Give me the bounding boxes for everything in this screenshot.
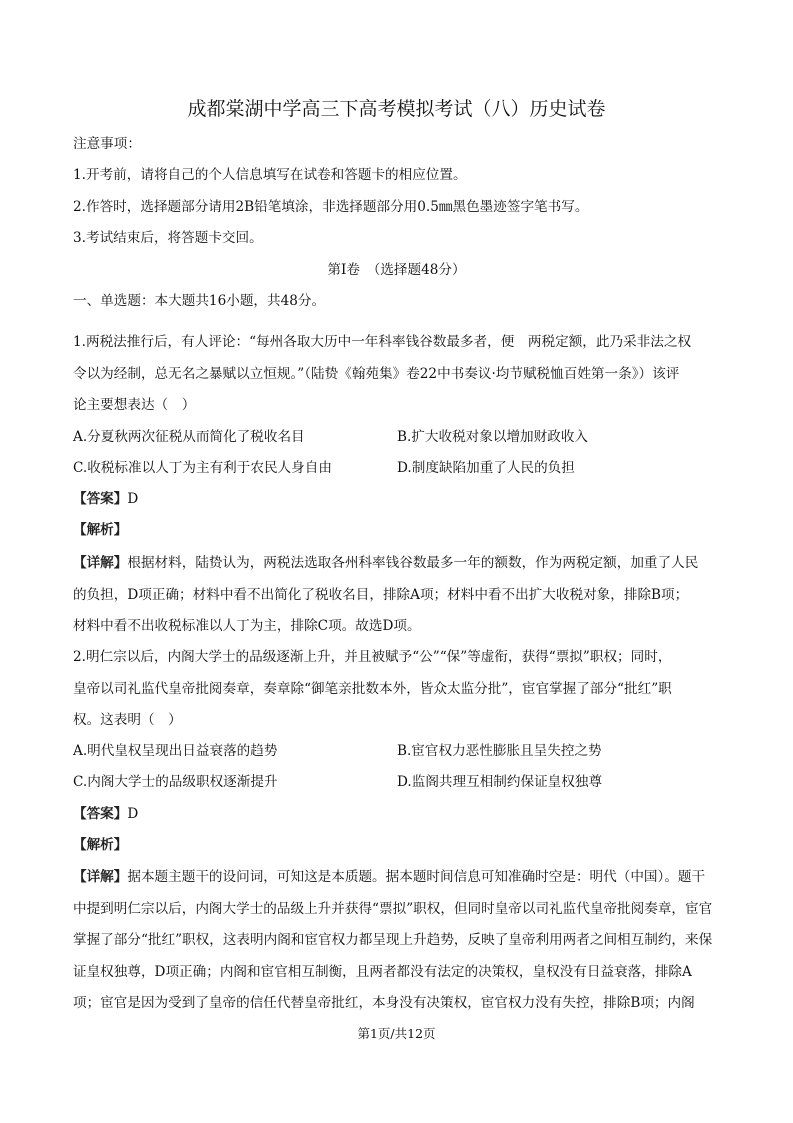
- detail-line: 【详解】据本题主题干的设问词，可知这是本质题。据本题时间信息可知准确时空是：明代（中国）。题干: [73, 869, 706, 885]
- answer-line: [73, 489, 138, 509]
- option-d: D.监阁共理互相制约保证皇权独尊: [397, 774, 603, 790]
- answer-label: 【答案】: [73, 806, 128, 822]
- detail-label: 【详解】: [73, 869, 128, 885]
- question-stem-line: 权。这表明（ ）: [73, 712, 182, 728]
- option-b: B.宦官权力恶性膨胀且呈失控之势: [397, 743, 602, 759]
- option-d: D.制度缺陷加重了人民的负担: [397, 460, 575, 476]
- notice-item: 2.作答时，选择题部分请用2B铅笔填涂，非选择题部分用0.5㎜黑色墨迹签字笔书写。: [73, 199, 589, 215]
- detail-line: 中提到明仁宗以后，内阁大学士的品级上升并获得“票拟”职权，但同时皇帝以司礼监代皇帝批阅奏章，宦官: [73, 901, 713, 917]
- answer-line: [73, 804, 138, 824]
- notice-item: 1.开考前，请将自己的个人信息填写在试卷和答题卡的相应位置。: [73, 167, 467, 183]
- notice-item: 3.考试结束后，将答题卡交回。: [73, 230, 263, 246]
- answer-label: 【答案】: [73, 491, 128, 507]
- question-stem-line: 皇帝以司礼监代皇帝批阅奏章，奏章除“御笔亲批数本外，皆众太监分批”，宦官掌握了部分“批红”职: [73, 681, 672, 697]
- answer-value: D: [127, 491, 139, 507]
- notice-heading: 注意事项：: [73, 136, 141, 152]
- detail-line: 项；宦官是因为受到了皇帝的信任代替皇帝批红，本身没有决策权，宦官权力没有失控，排除B项；内阁: [73, 995, 695, 1011]
- detail-line: 【详解】根据材料，陆贽认为，两税法选取各州科率钱谷数最多一年的额数，作为两税定额，加重了人民: [73, 555, 699, 571]
- question-stem-line: 令以为经制，总无名之暴赋以立恒规。”（陆贽《翰苑集》卷22中书奏议·均节赋税恤百姓第一条》）该评: [73, 366, 680, 382]
- option-b: B.扩大收税对象以增加财政收入: [397, 429, 589, 445]
- question-stem-line: 2.明仁宗以后，内阁大学士的品级逐渐上升，并且被赋予“公”“保”等虚衔，获得“票拟”职权；同时，: [73, 649, 672, 665]
- section-title: 第Ⅰ卷 （选择题48分）: [327, 262, 466, 278]
- detail-line: 掌握了部分“批红”职权，这表明内阁和宦官权力都呈现上升趋势，反映了皇帝利用两者之间相互制约，来保: [73, 932, 713, 948]
- option-c: C.内阁大学士的品级职权逐渐提升: [73, 774, 278, 790]
- analysis-label: 【解析】: [73, 837, 128, 853]
- page-footer: 第1页/共12页: [357, 1026, 436, 1041]
- question-stem-line: 1.两税法推行后，有人评论：“每州各取大历中一年科率钱谷数最多者，便 两税定额，此乃采非法之权: [73, 334, 692, 350]
- detail-line: 的负担，D项正确；材料中看不出简化了税收名目，排除A项；材料中看不出扩大收税对象，排除B项；: [73, 587, 689, 603]
- detail-line: 证皇权独尊，D项正确；内阁和宦官相互制衡，且两者都没有法定的决策权，皇权没有日益衰落，排除A: [73, 964, 692, 980]
- analysis-label: 【解析】: [73, 522, 128, 538]
- part-title: 一、单选题：本大题共16小题，共48分。: [73, 293, 326, 309]
- detail-label: 【详解】: [73, 555, 128, 571]
- exam-title: 成都棠湖中学高三下高考模拟考试（八）历史试卷: [187, 98, 606, 120]
- option-a: A.分夏秋两次征税从而简化了税收名目: [73, 429, 305, 445]
- detail-line: 材料中看不出收税标准以人丁为主，排除C项。故选D项。: [73, 618, 421, 634]
- answer-value: D: [127, 806, 139, 822]
- option-c: C.收税标准以人丁为主有利于农民人身自由: [73, 460, 332, 476]
- option-a: A.明代皇权呈现出日益衰落的趋势: [73, 743, 278, 759]
- question-stem-line: 论主要想表达（ ）: [73, 397, 196, 413]
